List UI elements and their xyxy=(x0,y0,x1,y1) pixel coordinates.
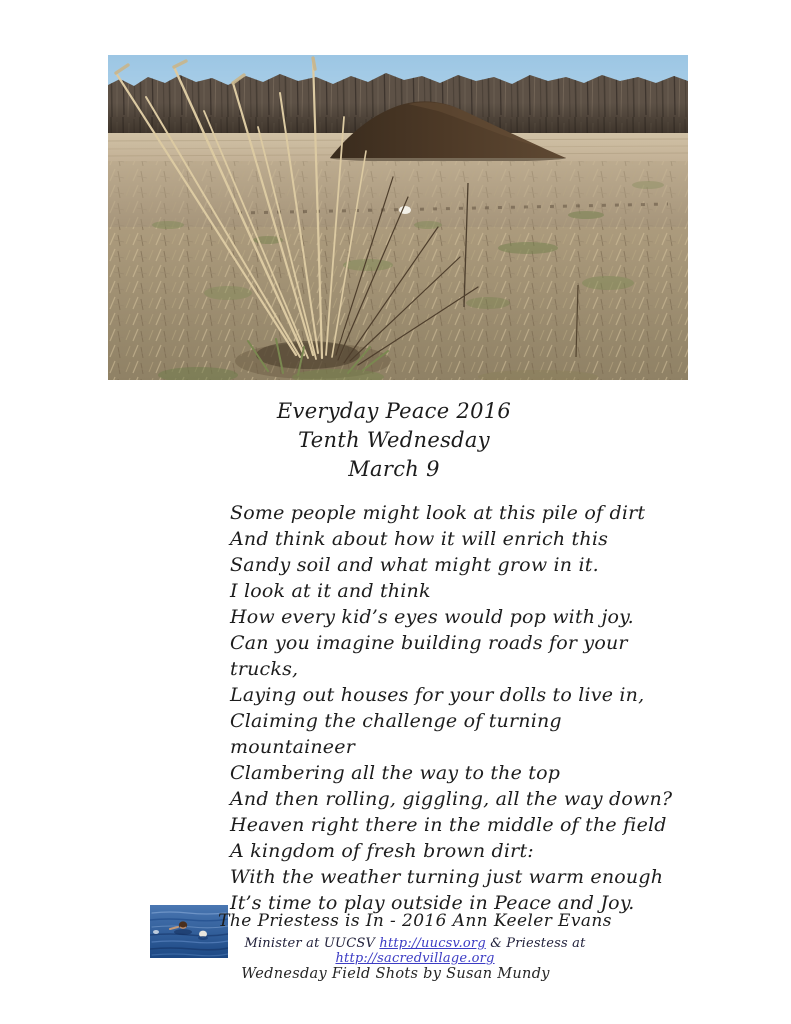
poem-line: I look at it and think xyxy=(230,580,431,602)
poem xyxy=(230,500,690,916)
title-line-2: Tenth Wednesday xyxy=(298,428,490,452)
poem-line: A kingdom of fresh brown dirt: xyxy=(230,840,534,862)
uucsv-link[interactable]: http://uucsv.org xyxy=(379,936,486,951)
footer-attribution xyxy=(180,911,650,966)
footer-byline xyxy=(180,936,650,966)
poem-line: Laying out houses for your dolls to live in, xyxy=(230,684,645,706)
poem-line: Clambering all the way to the top xyxy=(230,762,561,784)
sacredvillage-link[interactable]: http://sacredvillage.org xyxy=(335,951,495,966)
poem-line: With the weather turning just warm enough xyxy=(230,866,664,888)
field-photo xyxy=(108,55,688,380)
poem-line: And think about how it will enrich this xyxy=(230,528,609,550)
poem-line: It’s time to play outside in Peace and Joy. xyxy=(230,892,635,914)
poem-line: Claiming the challenge of turning mountaineer xyxy=(230,710,562,758)
title-line-3: March 9 xyxy=(348,457,440,481)
byline-prefix: Minister at UUCSV xyxy=(244,936,380,951)
poem-line: Sandy soil and what might grow in it. xyxy=(230,554,599,576)
poem-line: Heaven right there in the middle of the field xyxy=(230,814,667,836)
byline-middle: & Priestess at xyxy=(485,936,586,951)
poem-line: Some people might look at this pile of dirt xyxy=(230,502,646,524)
poem-line: And then rolling, giggling, all the way down? xyxy=(230,788,673,810)
poem-line: Can you imagine building roads for your trucks, xyxy=(230,632,628,680)
field-photo-art xyxy=(108,55,688,380)
title-block xyxy=(108,397,680,484)
title-line-1: Everyday Peace 2016 xyxy=(276,399,512,423)
footer-title: The Priestess is In - 2016 Ann Keeler Evans xyxy=(218,911,612,931)
poem-line: How every kid’s eyes would pop with joy. xyxy=(230,606,634,628)
photo-credit: Wednesday Field Shots by Susan Mundy xyxy=(241,966,550,982)
